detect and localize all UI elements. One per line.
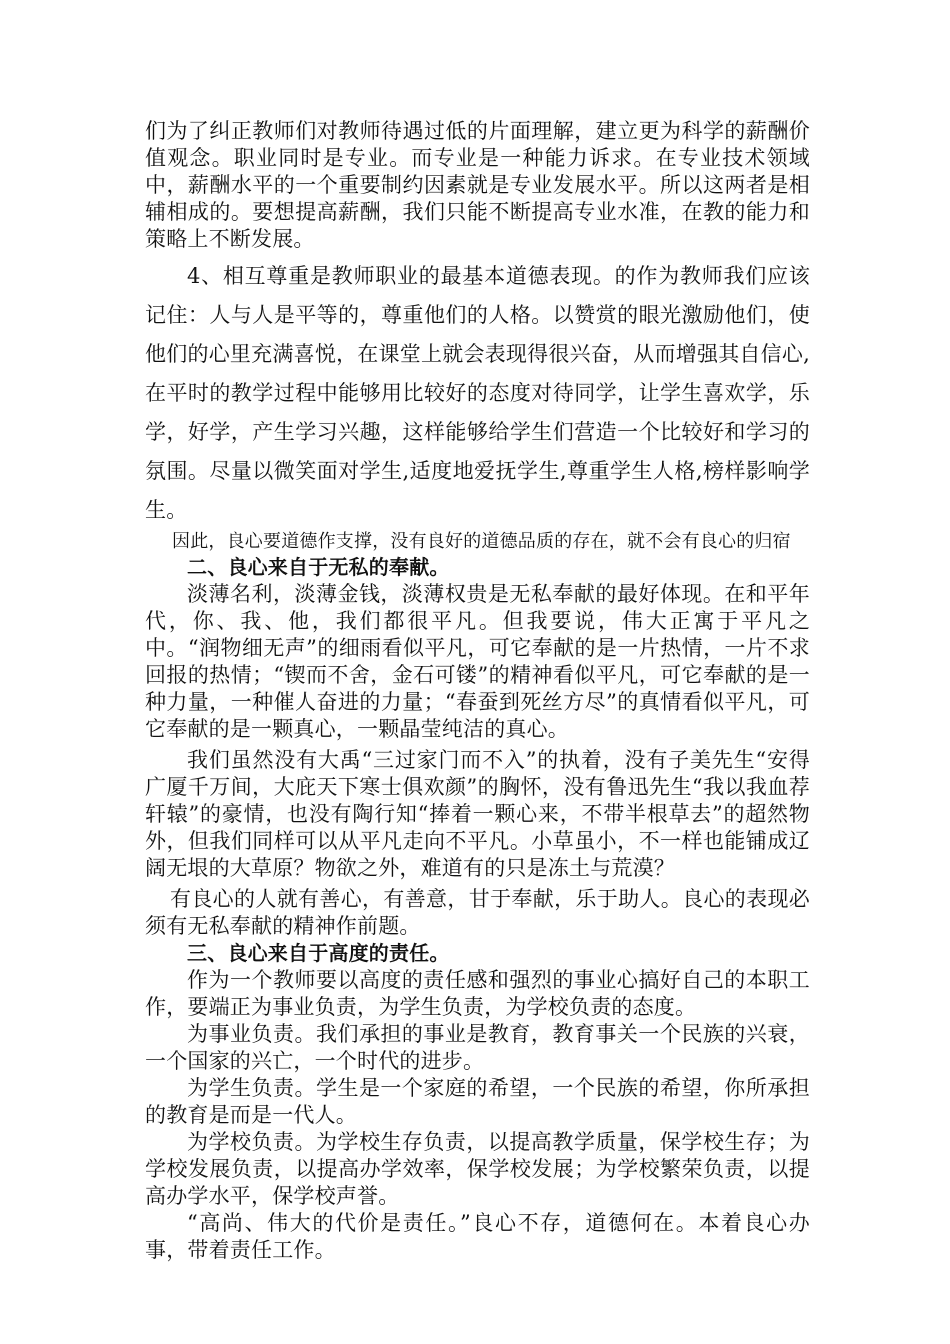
paragraph-kindness: 有良心的人就有善心，有善意，甘于奉献，乐于助人。良心的表现必须有无私奉献的精神作前题。: [145, 887, 810, 938]
section-heading-dedication: 二、良心来自于无私的奉献。: [187, 555, 450, 579]
paragraph-students: 为学生负责。学生是一个家庭的希望，一个民族的希望，你所承担的教育是而是一代人。: [145, 1076, 810, 1127]
paragraph-ordinary: 我们虽然没有大禹“三过家门而不入”的执着，没有子美先生“安得广厦千万间，大庇天下寒士俱欢颜”的胸怀，没有鲁迅先生“我以我血荐轩辕”的豪情，也没有陶行知“捧着一颗心来，不带半根草去”的超然物外，但我们同样可以从平凡走向不平凡。小草虽小，不一样也能铺成辽阔无垠的大草原？物欲之外，难道有的只是冻土与荒漠？: [145, 748, 810, 880]
paragraph-salary: 们为了纠正教师们对教师待遇过低的片面理解，建立更为科学的薪酬价值观念。职业同时是专业。而专业是一种能力诉求。在专业技术领域中，薪酬水平的一个重要制约因素就是专业发展水平。所以这两者是相辅相成的。要想提高薪酬，我们只能不断提高专业水准，在教的能力和策略上不断发展。: [145, 119, 810, 251]
paragraph-conclusion: “高尚、伟大的代价是责任。”良心不存，道德何在。本着良心办事，带着责任工作。: [145, 1211, 810, 1262]
paragraph-mutual-respect: 4、相互尊重是教师职业的最基本道德表现。的作为教师我们应该记住：人与人是平等的，尊重他们的人格。以赞赏的眼光激励他们，使他们的心里充满喜悦，在课堂上就会表现得很兴奋，从而增强其自信心,在平时的教学过程中能够用比较好的态度对待同学，让学生喜欢学，乐学，好学，产生学习兴趣，这样能够给学生们营造一个比较好和学习的氛围。尽量以微笑面对学生,适度地爱抚学生,尊重学生人格,榜样影响学生。: [145, 264, 810, 522]
paragraph-conscience-summary: 因此，良心要道德作支撑，没有良好的道德品质的存在，就不会有良心的归宿: [172, 531, 791, 552]
paragraph-responsibility-intro: 作为一个教师要以高度的责任感和强烈的事业心搞好自己的本职工作，要端正为事业负责，为学生负责，为学校负责的态度。: [145, 968, 810, 1019]
section-heading-responsibility: 三、良心来自于高度的责任。: [187, 941, 450, 965]
document-page: [145, 118, 810, 1264]
paragraph-career: 为事业负责。我们承担的事业是教育，教育事关一个民族的兴衰，一个国家的兴亡，一个时代的进步。: [145, 1022, 810, 1073]
paragraph-dedication: 淡薄名利，淡薄金钱，淡薄权贵是无私奉献的最好体现。在和平年代，你、我、他，我们都很平凡。但我要说，伟大正寓于平凡之中。“润物细无声”的细雨看似平凡，可它奉献的是一片热情，一片不求回报的热情；“锲而不舍，金石可镂”的精神看似平凡，可它奉献的是一种力量，一种催人奋进的力量；“春蚕到死丝方尽”的真情看似平凡，可它奉献的是一颗真心，一颗晶莹纯洁的真心。: [145, 582, 810, 741]
paragraph-school: 为学校负责。为学校生存负责，以提高教学质量，保学校生存；为学校发展负责，以提高办学效率，保学校发展；为学校繁荣负责，以提高办学水平，保学校声誉。: [145, 1130, 810, 1208]
